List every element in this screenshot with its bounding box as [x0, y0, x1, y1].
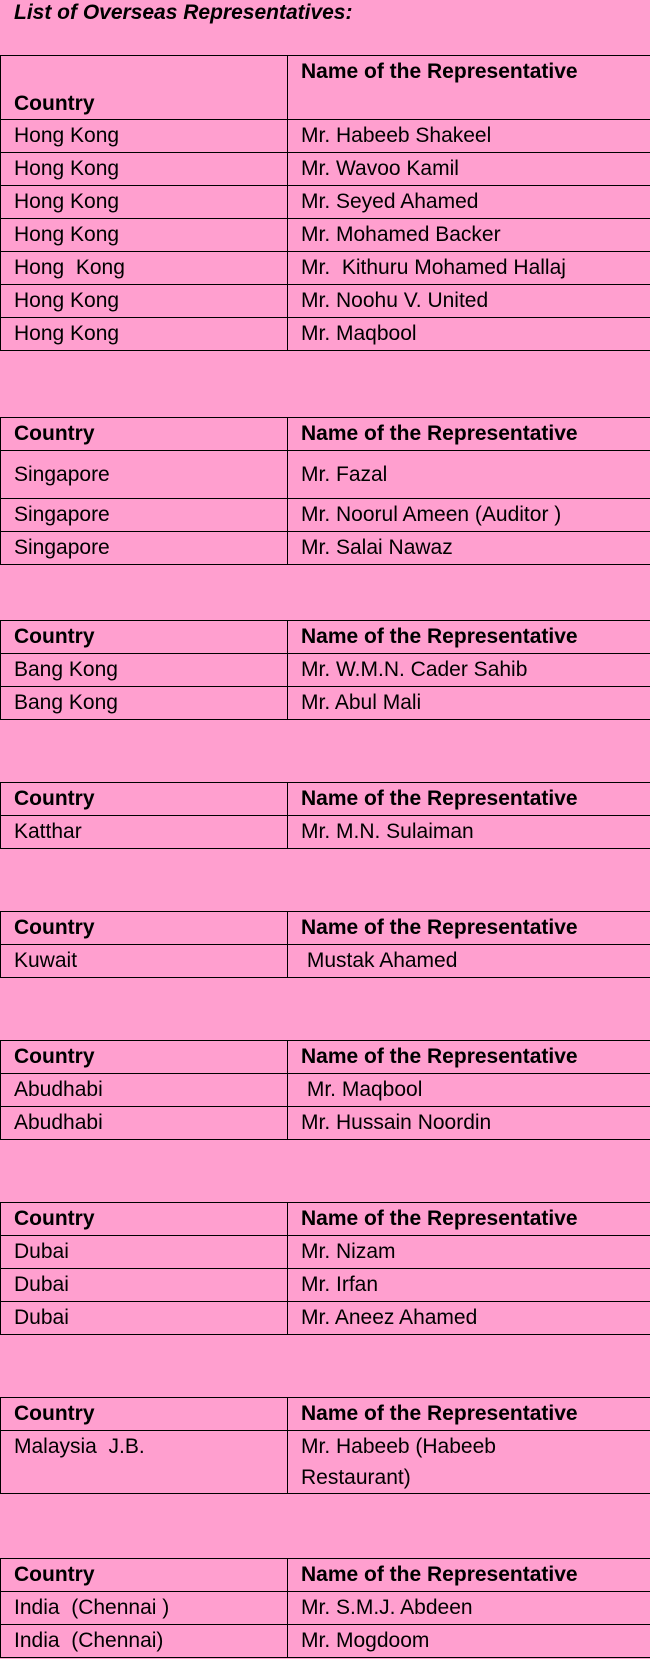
table-row — [1, 318, 650, 351]
representatives-table-abudhabi — [0, 1040, 650, 1140]
representative-cell: Mr. M.N. Sulaiman — [288, 816, 650, 849]
table-header-row — [1, 1398, 650, 1431]
representative-cell: Mr. Mogdoom — [288, 1625, 650, 1658]
representatives-table-kuwait — [0, 911, 650, 978]
table-header-row — [1, 56, 650, 120]
table-header-row — [1, 912, 650, 945]
name-column-header: Name of the Representative — [288, 1041, 650, 1074]
representatives-table-dubai — [0, 1202, 650, 1335]
name-column-header: Name of the Representative — [288, 912, 650, 945]
table-row — [1, 153, 650, 186]
country-column-header: Country — [1, 1398, 288, 1431]
table-header-row — [1, 783, 650, 816]
country-column-header: Country — [1, 56, 288, 120]
country-column-header: Country — [1, 1041, 288, 1074]
representative-cell: Mr. Wavoo Kamil — [288, 153, 650, 186]
table-row — [1, 120, 650, 153]
page-title: List of Overseas Representatives: — [14, 1, 353, 24]
name-column-header: Name of the Representative — [288, 783, 650, 816]
country-cell: Kuwait — [1, 945, 288, 978]
table-row — [1, 816, 650, 849]
country-cell: Hong Kong — [1, 318, 288, 351]
name-column-header: Name of the Representative — [288, 1559, 650, 1592]
country-cell: Hong Kong — [1, 153, 288, 186]
representative-cell: Mr. Seyed Ahamed — [288, 186, 650, 219]
representatives-table-katthar — [0, 782, 650, 849]
country-column-header: Country — [1, 912, 288, 945]
country-cell: Hong Kong — [1, 285, 288, 318]
country-column-header: Country — [1, 783, 288, 816]
representative-cell: Mr. Noorul Ameen (Auditor ) — [288, 499, 650, 532]
representative-cell: Mr. S.M.J. Abdeen — [288, 1592, 650, 1625]
representative-cell: Mr. Noohu V. United — [288, 285, 650, 318]
table-row — [1, 654, 650, 687]
country-cell: Hong Kong — [1, 219, 288, 252]
country-cell: Bang Kong — [1, 687, 288, 720]
country-cell: Singapore — [1, 499, 288, 532]
country-cell: Dubai — [1, 1302, 288, 1335]
representative-cell: Mr. Maqbool — [288, 1074, 650, 1107]
representative-cell: Mr. Irfan — [288, 1269, 650, 1302]
country-cell: India (Chennai ) — [1, 1592, 288, 1625]
country-cell: Abudhabi — [1, 1107, 288, 1140]
country-cell: Singapore — [1, 532, 288, 565]
country-cell: Malaysia J.B. — [1, 1431, 288, 1494]
name-column-header: Name of the Representative — [288, 56, 650, 120]
table-row — [1, 1625, 650, 1658]
representative-cell: Mr. Kithuru Mohamed Hallaj — [288, 252, 650, 285]
representative-cell: Mr. Hussain Noordin — [288, 1107, 650, 1140]
representative-cell: Mr. Fazal — [288, 451, 650, 499]
representative-cell: Mr. Aneez Ahamed — [288, 1302, 650, 1335]
representatives-table-india — [0, 1558, 650, 1658]
country-cell: Dubai — [1, 1236, 288, 1269]
representatives-table-bang-kong — [0, 620, 650, 720]
representative-cell: Mr. Maqbool — [288, 318, 650, 351]
country-cell: Bang Kong — [1, 654, 288, 687]
table-row — [1, 1107, 650, 1140]
country-cell: Hong Kong — [1, 252, 288, 285]
table-row — [1, 1302, 650, 1335]
name-column-header: Name of the Representative — [288, 418, 650, 451]
representative-cell: Mr. Salai Nawaz — [288, 532, 650, 565]
country-cell: Singapore — [1, 451, 288, 499]
country-column-header: Country — [1, 1559, 288, 1592]
representative-cell: Mr. W.M.N. Cader Sahib — [288, 654, 650, 687]
representative-cell: Mr. Habeeb (Habeeb Restaurant) — [288, 1431, 650, 1494]
table-row — [1, 945, 650, 978]
representatives-table-malaysia — [0, 1397, 650, 1494]
table-row — [1, 451, 650, 499]
table-row — [1, 252, 650, 285]
table-row — [1, 186, 650, 219]
table-row — [1, 1269, 650, 1302]
country-cell: Hong Kong — [1, 186, 288, 219]
table-header-row — [1, 1559, 650, 1592]
representatives-table-singapore — [0, 417, 650, 565]
representative-cell: Mr. Mohamed Backer — [288, 219, 650, 252]
table-header-row — [1, 418, 650, 451]
country-cell: Dubai — [1, 1269, 288, 1302]
representatives-table-hong-kong — [0, 55, 650, 351]
table-header-row — [1, 1041, 650, 1074]
country-column-header: Country — [1, 1203, 288, 1236]
country-cell: Abudhabi — [1, 1074, 288, 1107]
table-row — [1, 532, 650, 565]
representative-cell: Mr. Abul Mali — [288, 687, 650, 720]
table-row — [1, 1236, 650, 1269]
name-column-header: Name of the Representative — [288, 621, 650, 654]
table-row — [1, 1074, 650, 1107]
table-row — [1, 1431, 650, 1494]
table-row — [1, 219, 650, 252]
table-row — [1, 1592, 650, 1625]
representative-cell: Mustak Ahamed — [288, 945, 650, 978]
representative-cell: Mr. Nizam — [288, 1236, 650, 1269]
table-row — [1, 285, 650, 318]
country-cell: India (Chennai) — [1, 1625, 288, 1658]
representative-cell: Mr. Habeeb Shakeel — [288, 120, 650, 153]
name-column-header: Name of the Representative — [288, 1398, 650, 1431]
country-column-header: Country — [1, 621, 288, 654]
name-column-header: Name of the Representative — [288, 1203, 650, 1236]
table-header-row — [1, 621, 650, 654]
table-row — [1, 499, 650, 532]
country-cell: Katthar — [1, 816, 288, 849]
country-column-header: Country — [1, 418, 288, 451]
country-cell: Hong Kong — [1, 120, 288, 153]
table-header-row — [1, 1203, 650, 1236]
table-row — [1, 687, 650, 720]
